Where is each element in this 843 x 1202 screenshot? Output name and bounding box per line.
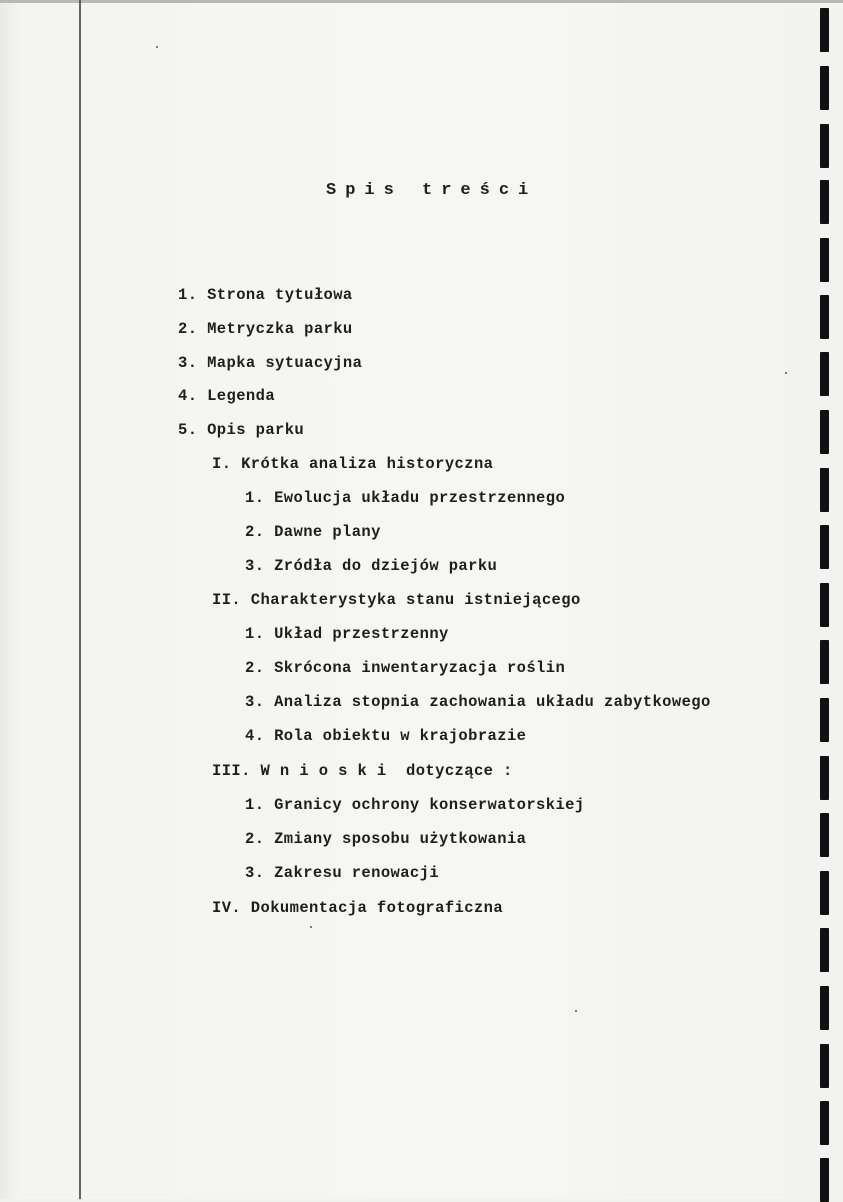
toc-section: I. Krótka analiza historyczna [212,455,494,473]
toc-subitem: 2. Skrócona inwentaryzacja roślin [245,659,566,677]
page-title: Spis treści [326,181,538,200]
toc-section: II. Charakterystyka stanu istniejącego [212,591,581,609]
binding-hole [820,640,829,684]
toc-item: 5. Opis parku [178,421,305,439]
paper-speck [310,926,312,928]
binding-hole [820,352,829,396]
binding-hole [820,410,829,454]
toc-subitem: 3. Zródła do dziejów parku [245,557,498,575]
binding-hole [820,1101,829,1145]
toc-item: 3. Mapka sytuacyjna [178,354,363,372]
binding-hole [820,698,829,742]
binding-hole [820,180,829,224]
binding-hole [820,928,829,972]
binding-hole [820,525,829,569]
paper-speck [785,372,787,374]
toc-subitem: 1. Granicy ochrony konserwatorskiej [245,796,585,814]
binding-hole [820,295,829,339]
toc-subitem: 1. Układ przestrzenny [245,625,449,643]
binding-hole [820,871,829,915]
toc-subitem: 2. Dawne plany [245,523,381,541]
binding-hole [820,66,829,110]
binding-strip [817,0,831,1199]
toc-item: 2. Metryczka parku [178,320,353,338]
margin-line [79,0,81,1199]
binding-hole [820,583,829,627]
toc-subitem: 2. Zmiany sposobu użytkowania [245,830,527,848]
paper-speck [575,1010,577,1012]
paper-speck [156,46,158,48]
toc-subitem: 3. Analiza stopnia zachowania układu zabytkowego [245,693,711,711]
binding-hole [820,813,829,857]
toc-subitem: 1. Ewolucja układu przestrzennego [245,489,566,507]
binding-hole [820,756,829,800]
binding-hole [820,1158,829,1202]
toc-subitem: 4. Rola obiektu w krajobrazie [245,727,527,745]
binding-hole [820,8,829,52]
binding-hole [820,986,829,1030]
binding-hole [820,1044,829,1088]
binding-hole [820,468,829,512]
toc-subitem: 3. Zakresu renowacji [245,864,440,882]
toc-section: III. W n i o s k i dotyczące : [212,762,513,780]
binding-hole [820,238,829,282]
toc-item: 1. Strona tytułowa [178,286,353,304]
binding-hole [820,124,829,168]
page-top-edge [0,0,843,3]
toc-item: 4. Legenda [178,387,276,405]
toc-section: IV. Dokumentacja fotograficzna [212,899,504,917]
